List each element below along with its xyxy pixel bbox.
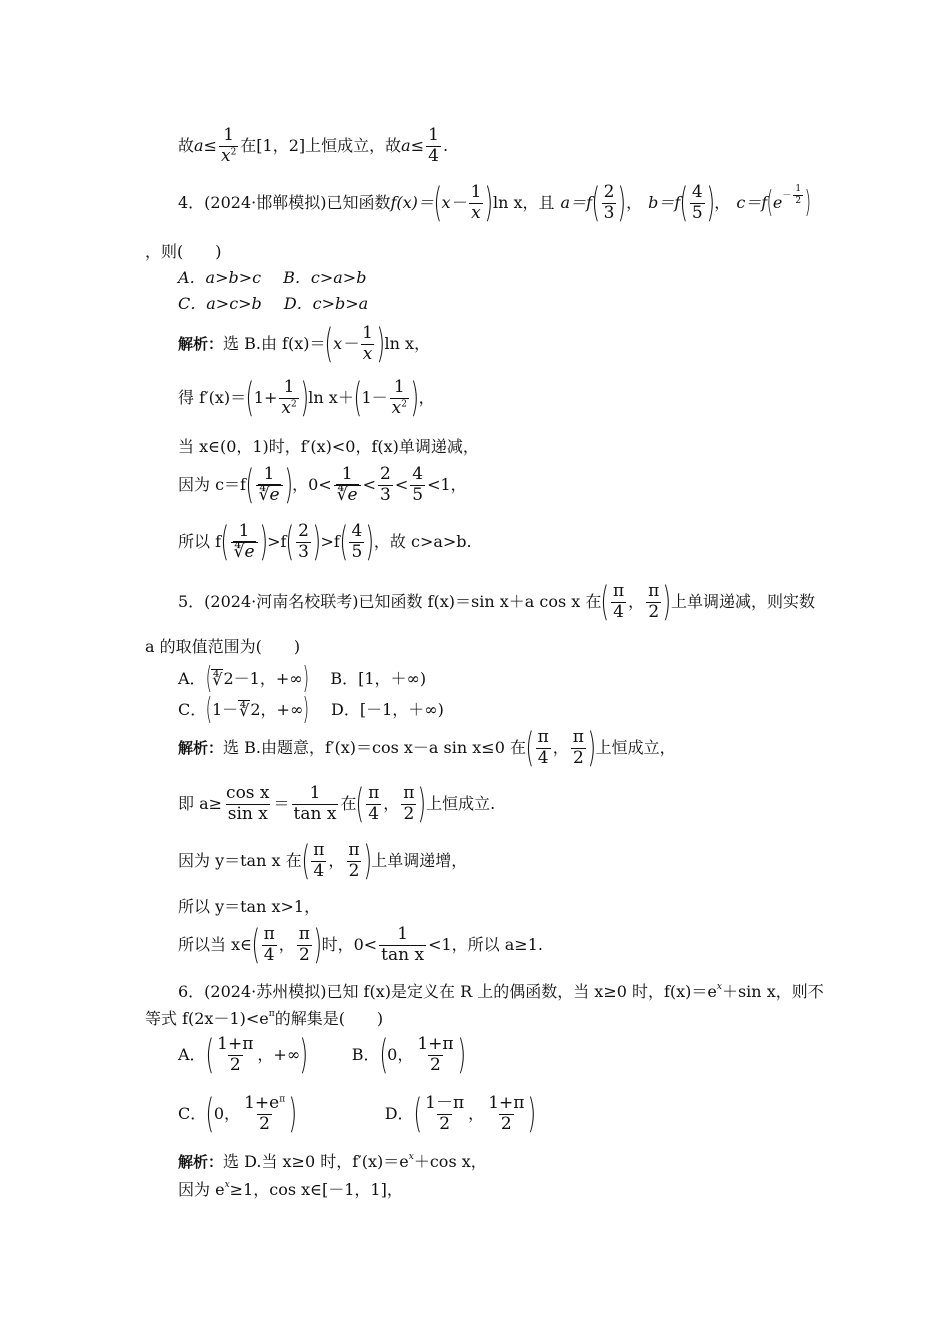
- fraction: $\frac{1}{4}$: [428, 125, 439, 166]
- q5-options-2: C． ( 1－ ∜ 2，+∞ ) D．[－1，＋∞): [178, 692, 444, 727]
- q5-sol-3: 因为 y＝tan x 在 ( $\frac{\pi}{4}$ ， $\frac{\pi}{2}$ ) 上单调递增，: [178, 838, 468, 885]
- q6-stem: 6．(2024·苏州模拟)已知 f(x)是定义在 R 上的偶函数，当 x≥0 时，f(x)＝e $^x$ ＋sin x，则不: [178, 982, 824, 1001]
- q4-sol-2: 得 f′(x)＝ ( 1+ $\frac{1}{x^2}$ ) ln x＋ ( 1－ $\frac{1}{x^2}$ ) ，: [178, 375, 435, 422]
- q4-cont: ，则( ): [145, 242, 222, 261]
- fraction: $\frac{1}{x^2}$: [220, 125, 237, 166]
- q5-options-1: A． ( ∜ 2－1，+∞ ) B．[1，＋∞): [178, 661, 427, 696]
- q5-stem: 5．(2024·河南名校联考)已知函数 f(x)＝sin x＋a cos x 在 ( $\frac{\pi}{4}$ ， $\frac{\pi}{2}$ ) 上单调递减，则实数: [178, 579, 815, 626]
- q4-sol-1: 解析： 选 B.由 f(x)＝ ( x－ $\frac{1}{x}$ ) ln x，: [178, 321, 431, 368]
- q6-options-1: A． ( $\frac{1+\pi}{2}$ ， +∞ ) B． ( 0 ， $\frac{1+\pi}{2}$ ): [178, 1032, 466, 1079]
- q6-cont: 等式 f(2x－1)<e $^\pi$ 的解集是( ): [145, 1009, 384, 1028]
- q5-sol-2: 即 a≥ $\frac{\text{cos x}}{\text{sin x}}$ ＝ $\frac{1}{\text{tan x}}$ 在 ( $\frac{\pi}{4}$ ， $\frac{\pi}{2}$ ) 上恒成立.: [178, 781, 496, 828]
- q5-sol-1: 解析： 选 B.由题意，f′(x)＝cos x－a sin x≤0 在 ( $\frac{\pi}{4}$ ， $\frac{\pi}{2}$ ) 上恒成立，: [178, 725, 676, 772]
- q4-sol-3: 当 x∈(0，1)时，f′(x)<0，f(x)单调递减，: [178, 437, 479, 456]
- q4-options-1: A．a>b>c B．c>a>b: [178, 268, 367, 287]
- q6-sol-2: 因为 e $^x$ ≥1，cos x∈[－1，1]，: [178, 1180, 403, 1199]
- q4-sol-4: 因为 c＝f ( $\frac{1}{∜e}$ ) ，0< $\frac{1}{∜e}$ < $\frac{2}{3}$ < $\frac{4}{5}$ <1，: [178, 462, 467, 509]
- q6-options-2: C． ( 0 ， $\frac{1+e^\pi}{2}$ ) D． ( $\frac{1-\pi}{2}$ ， $\frac{1+\pi}{2}$ ): [178, 1091, 537, 1138]
- line-1: 故 a ≤ $\frac{1}{x^2}$ 在[1，2]上恒成立，故 a ≤ $\frac{1}{4}$ .: [178, 125, 449, 166]
- q5-sol-4: 所以 y＝tan x>1，: [178, 897, 321, 916]
- q6-sol-1: 解析： 选 D.当 x≥0 时，f′(x)＝e $^x$ ＋cos x，: [178, 1152, 487, 1171]
- q4-sol-5: 所以 f ( $\frac{1}{∜e}$ ) >f ( $\frac{2}{3}$ ) >f ( $\frac{4}{5}$ ) ，故 c>a>b.: [178, 519, 472, 566]
- q5-cont: a 的取值范围为( ): [145, 637, 301, 656]
- q5-sol-5: 所以当 x∈ ( $\frac{\pi}{4}$ ， $\frac{\pi}{2}$ ) 时，0< $\frac{1}{\text{tan x}}$ <1，所以 a≥1.: [178, 922, 543, 969]
- q4-options-2: C．a>c>b D．c>b>a: [178, 294, 369, 313]
- q4-stem: 4．(2024·邯郸模拟)已知函数 f(x)＝ ( x－ $\frac{1}{x}$ ) ln x，且 a＝f ( $\frac{2}{3}$ ) ， b＝f ( $\frac{4}{5}$ ) ， c＝f ( e $^{- \frac{1}{2}}$ ): [178, 180, 812, 227]
